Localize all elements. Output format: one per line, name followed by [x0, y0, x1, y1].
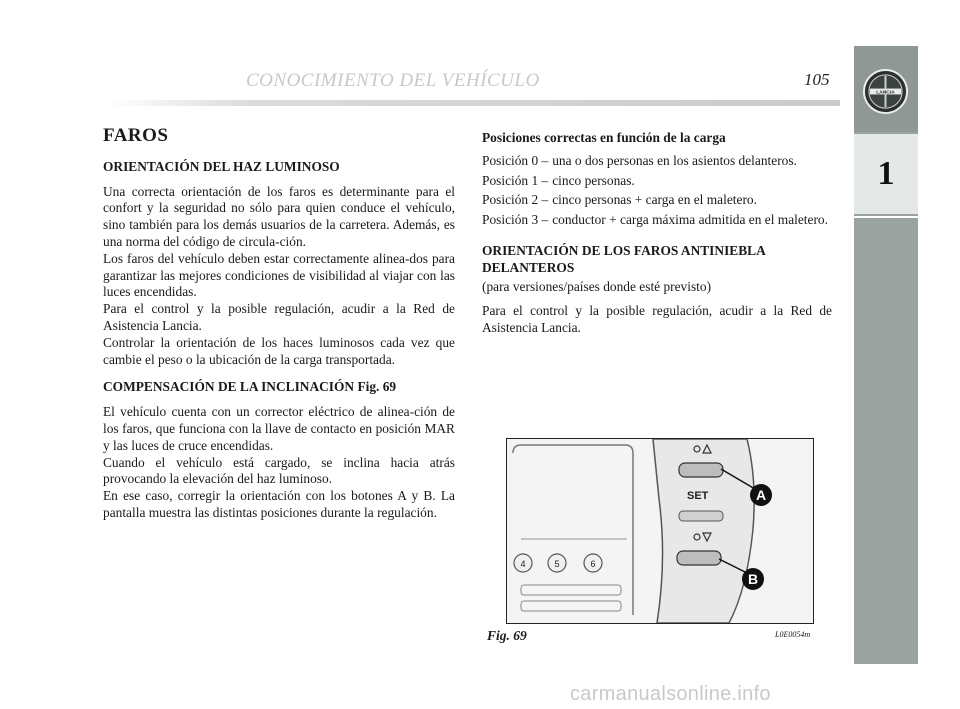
- preset-button-label: 5: [554, 559, 560, 569]
- section-title: FAROS: [103, 125, 169, 146]
- chapter-sidebar: [854, 46, 918, 664]
- preset-button-label: 4: [520, 559, 526, 569]
- paragraph: Los faros del vehículo deben estar correctamente alinea-dos para garantizar las mejores condiciones de visibilidad al viajar con las luces encendidas.: [103, 250, 455, 300]
- paragraph: (para versiones/países donde esté previsto): [482, 278, 712, 294]
- set-label: SET: [687, 490, 709, 502]
- list-item: [482, 173, 832, 190]
- logo-box: [854, 46, 918, 132]
- left-column: [103, 125, 455, 522]
- lancia-logo-icon: [862, 68, 909, 115]
- position-text: cinco personas.: [552, 172, 635, 188]
- watermark: carmanualsonline.info: [570, 683, 771, 705]
- position-label: Posición 2 –: [482, 192, 549, 208]
- paragraph: Para el control y la posible regulación, acudir a la Red de Asistencia Lancia.: [482, 303, 832, 336]
- subheading-fog-lights: ORIENTACIÓN DE LOS FAROS ANTINIEBLA DELANTEROS: [482, 242, 765, 275]
- button-a[interactable]: [679, 463, 723, 477]
- page-number: 105: [804, 70, 830, 89]
- position-text: conductor + carga máxima admitida en el maletero.: [552, 212, 828, 228]
- subheading-beam-orientation: ORIENTACIÓN DEL HAZ LUMINOSO: [103, 158, 340, 174]
- chapter-number: 1: [877, 155, 895, 192]
- header-rule: [106, 100, 840, 106]
- figure-caption: Fig. 69: [487, 628, 527, 643]
- svg-text:LANCIA: LANCIA: [876, 90, 895, 96]
- list-item: [482, 153, 832, 170]
- button-b[interactable]: [677, 551, 721, 565]
- position-text: cinco personas + carga en el maletero.: [552, 192, 757, 208]
- paragraph: Controlar la orientación de los haces luminosos cada vez que cambie el peso o la ubicación de la carga transportada.: [103, 334, 455, 367]
- chapter-box: [854, 134, 918, 214]
- paragraph: Una correcta orientación de los faros es determinante para el confort y la seguridad no sólo para quien conduce el vehículo, sino también para los demás usuarios de la carretera. Además, es una norma del código de circula-ción.: [103, 183, 455, 249]
- figure-dashboard-buttons: [506, 438, 814, 624]
- list-item: [482, 212, 832, 229]
- subheading-tilt-compensation: COMPENSACIÓN DE LA INCLINACIÓN Fig. 69: [103, 379, 397, 395]
- paragraph: El vehículo cuenta con un corrector eléctrico de alinea-ción de los faros, que funciona con la llave de contacto en posición MAR y las luces de cruce encendidas.: [103, 404, 455, 453]
- right-column: [482, 128, 832, 337]
- list-item: [482, 192, 832, 209]
- dashboard-illustration: [507, 439, 813, 623]
- callout-a-label: A: [755, 487, 767, 503]
- paragraph: Cuando el vehículo está cargado, se inclina hacia atrás provocando la elevación del haz luminoso.: [103, 454, 455, 487]
- sidebar-divider: [854, 216, 918, 218]
- running-header-title: CONOCIMIENTO DEL VEHÍCULO: [246, 70, 540, 91]
- callout-b-label: B: [747, 571, 759, 587]
- position-label: Posición 1 –: [482, 172, 549, 188]
- paragraph: Para el control y la posible regulación, acudir a la Red de Asistencia Lancia.: [103, 301, 455, 333]
- preset-button-label: 6: [590, 559, 596, 569]
- subheading-load-positions: Posiciones correctas en función de la carga: [482, 130, 726, 145]
- figure-code: L0E0054m: [775, 630, 811, 639]
- position-label: Posición 3 –: [482, 212, 549, 228]
- position-label: Posición 0 –: [482, 152, 549, 168]
- paragraph: En ese caso, corregir la orientación con los botones A y B. La pantalla muestra las distintas posiciones durante la regulación.: [103, 488, 455, 520]
- position-text: una o dos personas en los asientos delanteros.: [552, 152, 797, 168]
